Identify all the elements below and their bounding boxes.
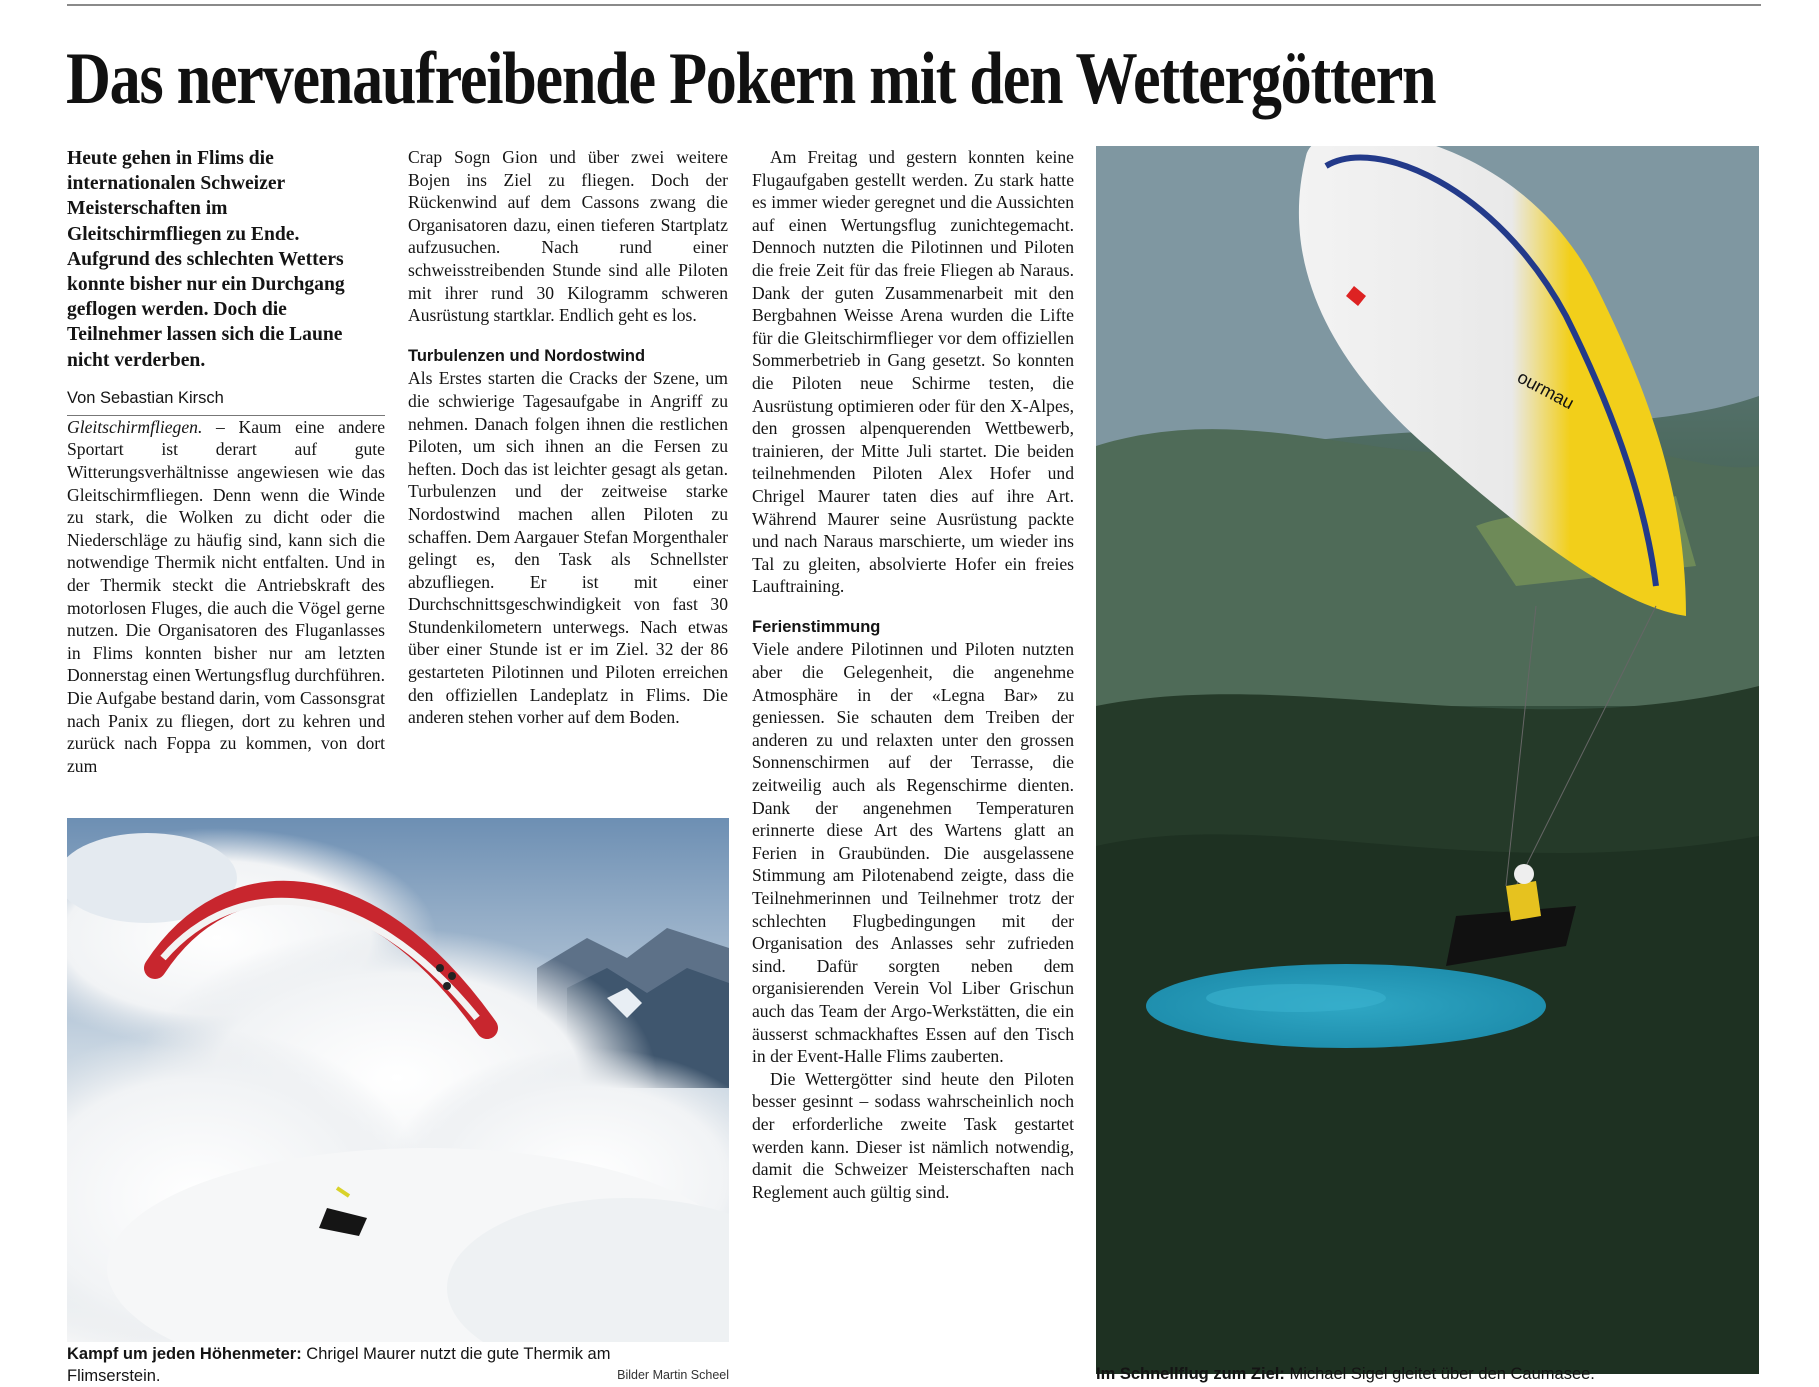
photo-paraglider-clouds — [67, 818, 729, 1342]
body-paragraph-5: Die Wettergötter sind heute den Piloten besser gesinnt – sodass wahrscheinlich noch der erforderliche zweite Task gestartet werden kann. Dieser ist nämlich notwendig, damit die Schweizer Meisterschaften nach Reglement auch gültig sind. — [752, 1068, 1074, 1202]
dateline: Gleitschirmfliegen. — [67, 416, 203, 437]
body-paragraph-4: Viele andere Pilotinnen und Piloten nutzten aber die Gelegenheit, die angenehme Atmosphäre in der «Legna Bar» zu geniessen. Sie schauten dem Treiben der anderen zu und relaxten unter den grossen Sonnenschirmen auf der Terrasse, die zeitweilig auch als Regenschirme dienten. Dank der angenehmen Temperaturen erinnerte diese Art des Wartens glatt an Ferien in Graubünden. Die ausgelassene Stimmung am Pilotenabend zeigte, dass die Teilnehmerinnen und Teilnehmer trotz der schlechten Flugbedingungen mit der Organisation des Anlasses sehr zufrieden sind. Dafür sorgten neben dem organisierenden Verein Vol Liber Grischun auch das Team der Argo-Werkstätten, die ein äusserst schmackhaftes Essen auf den Tisch in der Event-Halle Flims zauberten. — [752, 639, 1074, 1067]
body-paragraph-1 — [67, 416, 385, 778]
column-2 — [408, 146, 728, 729]
photo-paraglider-lake — [1096, 146, 1759, 1374]
headline: Das nervenaufreibende Pokern mit den Wettergöttern — [66, 38, 1436, 120]
body-paragraph-3: Am Freitag und gestern konnten keine Flugaufgaben gestellt werden. Zu stark hatte es immer wieder geregnet und die Aussichten auf einen Wertungsflug zunichtegemacht. Dennoch nutzten die Pilotinnen und Piloten die freie Zeit für das freie Fliegen ab Naraus. Dank der guten Zusammenarbeit mit den Bergbahnen Weisse Arena wurden die Lifte für die Gleitschirmflieger vor dem offiziellen Sommerbetrieb in Gang gesetzt. So konnten die Piloten neue Schirme testen, die Ausrüstung optimieren oder für den X-Alpes, den grossen alpenquerenden Wettbewerb, trainieren, der Mitte Juli startet. Die beiden teilnehmenden Piloten Alex Hofer und Chrigel Maurer taten dies auf ihre Art. Während Maurer seine Ausrüstung packte und nach Naraus marschierte, um wieder ins Tal zu gleiten, absolvierte Hofer ein freies Lauftraining. — [752, 147, 1074, 597]
caption-1-bold: Kampf um jeden Höhenmeter: — [67, 1345, 302, 1363]
caption-photo-2 — [1096, 1363, 1759, 1385]
caption-2-bold: Im Schnellflug zum Ziel: — [1096, 1365, 1285, 1383]
top-rule — [67, 4, 1761, 6]
lead-paragraph: Heute gehen in Flims die internationalen Schweizer Meisterschaften im Gleitschirmfliegen zu Ende. Aufgrund des schlechten Wetters konnte bisher nur ein Durchgang geflogen werden. Doch die Teilnehmer lassen sich die Laune nicht verderben. — [67, 148, 345, 371]
svg-text:ourmau: ourmau — [1514, 366, 1578, 414]
body-text-1: – Kaum eine andere Sportart ist derart auf gute Witterungsverhältnisse angewiesen wie das Gleitschirmfliegen. Denn wenn die Winde zu stark, die Wolken zu dicht oder die Niederschläge zu häufig sind, kann sich die notwendige Thermik nicht entfalten. Und in der Thermik steckt die Antriebskraft des motorlosen Fluges, die auch die Vögel gerne nutzen. Die Organisatoren des Fluganlasses in Flims konnten bisher nur am letzten Donnerstag einen Wertungsflug durchführen. Die Aufgabe bestand darin, vom Cassonsgrat nach Panix zu fliegen, dort zu kehren und zurück nach Foppa zu kommen, von dort zum — [67, 416, 385, 776]
subhead-ferienstimmung: Ferienstimmung — [752, 617, 881, 636]
body-paragraph-2: Als Erstes starten die Cracks der Szene, um die schwierige Tagesaufgabe in Angriff zu nehmen. Danach folgen ihnen die restlichen Piloten, um sich ihnen an die Fersen zu heften. Doch das ist leichter gesagt als getan. Turbulenzen und der zeitweise starke Nordostwind machen allen Piloten zu schaffen. Dem Aargauer Stefan Morgenthaler gelingt es, den Task als Schnellster abzufliegen. Er ist mit einer Durchschnittsgeschwindigkeit von fast 30 Stundenkilometern unterwegs. Nach etwas über einer Stunde ist er im Ziel. 32 der 86 gestarteten Pilotinnen und Piloten erreichen den offiziellen Landeplatz in Flims. Die anderen stehen vorher auf dem Boden. — [408, 368, 728, 728]
photo-credit: Bilder Martin Scheel — [617, 1368, 729, 1382]
column-1 — [67, 146, 385, 777]
subhead-turbulenzen: Turbulenzen und Nordostwind — [408, 346, 646, 365]
caption-1-text: Chrigel Maurer nutzt die gute Thermik am Flimserstein. — [67, 1345, 611, 1385]
photo-lake-image — [1096, 146, 1759, 1374]
photo-clouds-image — [67, 818, 729, 1342]
byline: Von Sebastian Kirsch — [67, 387, 385, 416]
caption-2-text: Michael Sigel gleitet über den Caumasee. — [1289, 1365, 1595, 1383]
column-2-spacer: Crap Sogn Gion und über zwei weitere Bojen ins Ziel zu fliegen. Doch der Rückenwind auf dem Cassons zwang die Organisatoren dazu, einen tieferen Startplatz aufzusuchen. Nach rund einer schweisstreibenden Stunde sind alle Piloten mit ihrer rund 30 Kilogramm schweren Ausrüstung startklar. Endlich geht es los. — [408, 147, 728, 326]
column-3 — [752, 146, 1074, 1203]
